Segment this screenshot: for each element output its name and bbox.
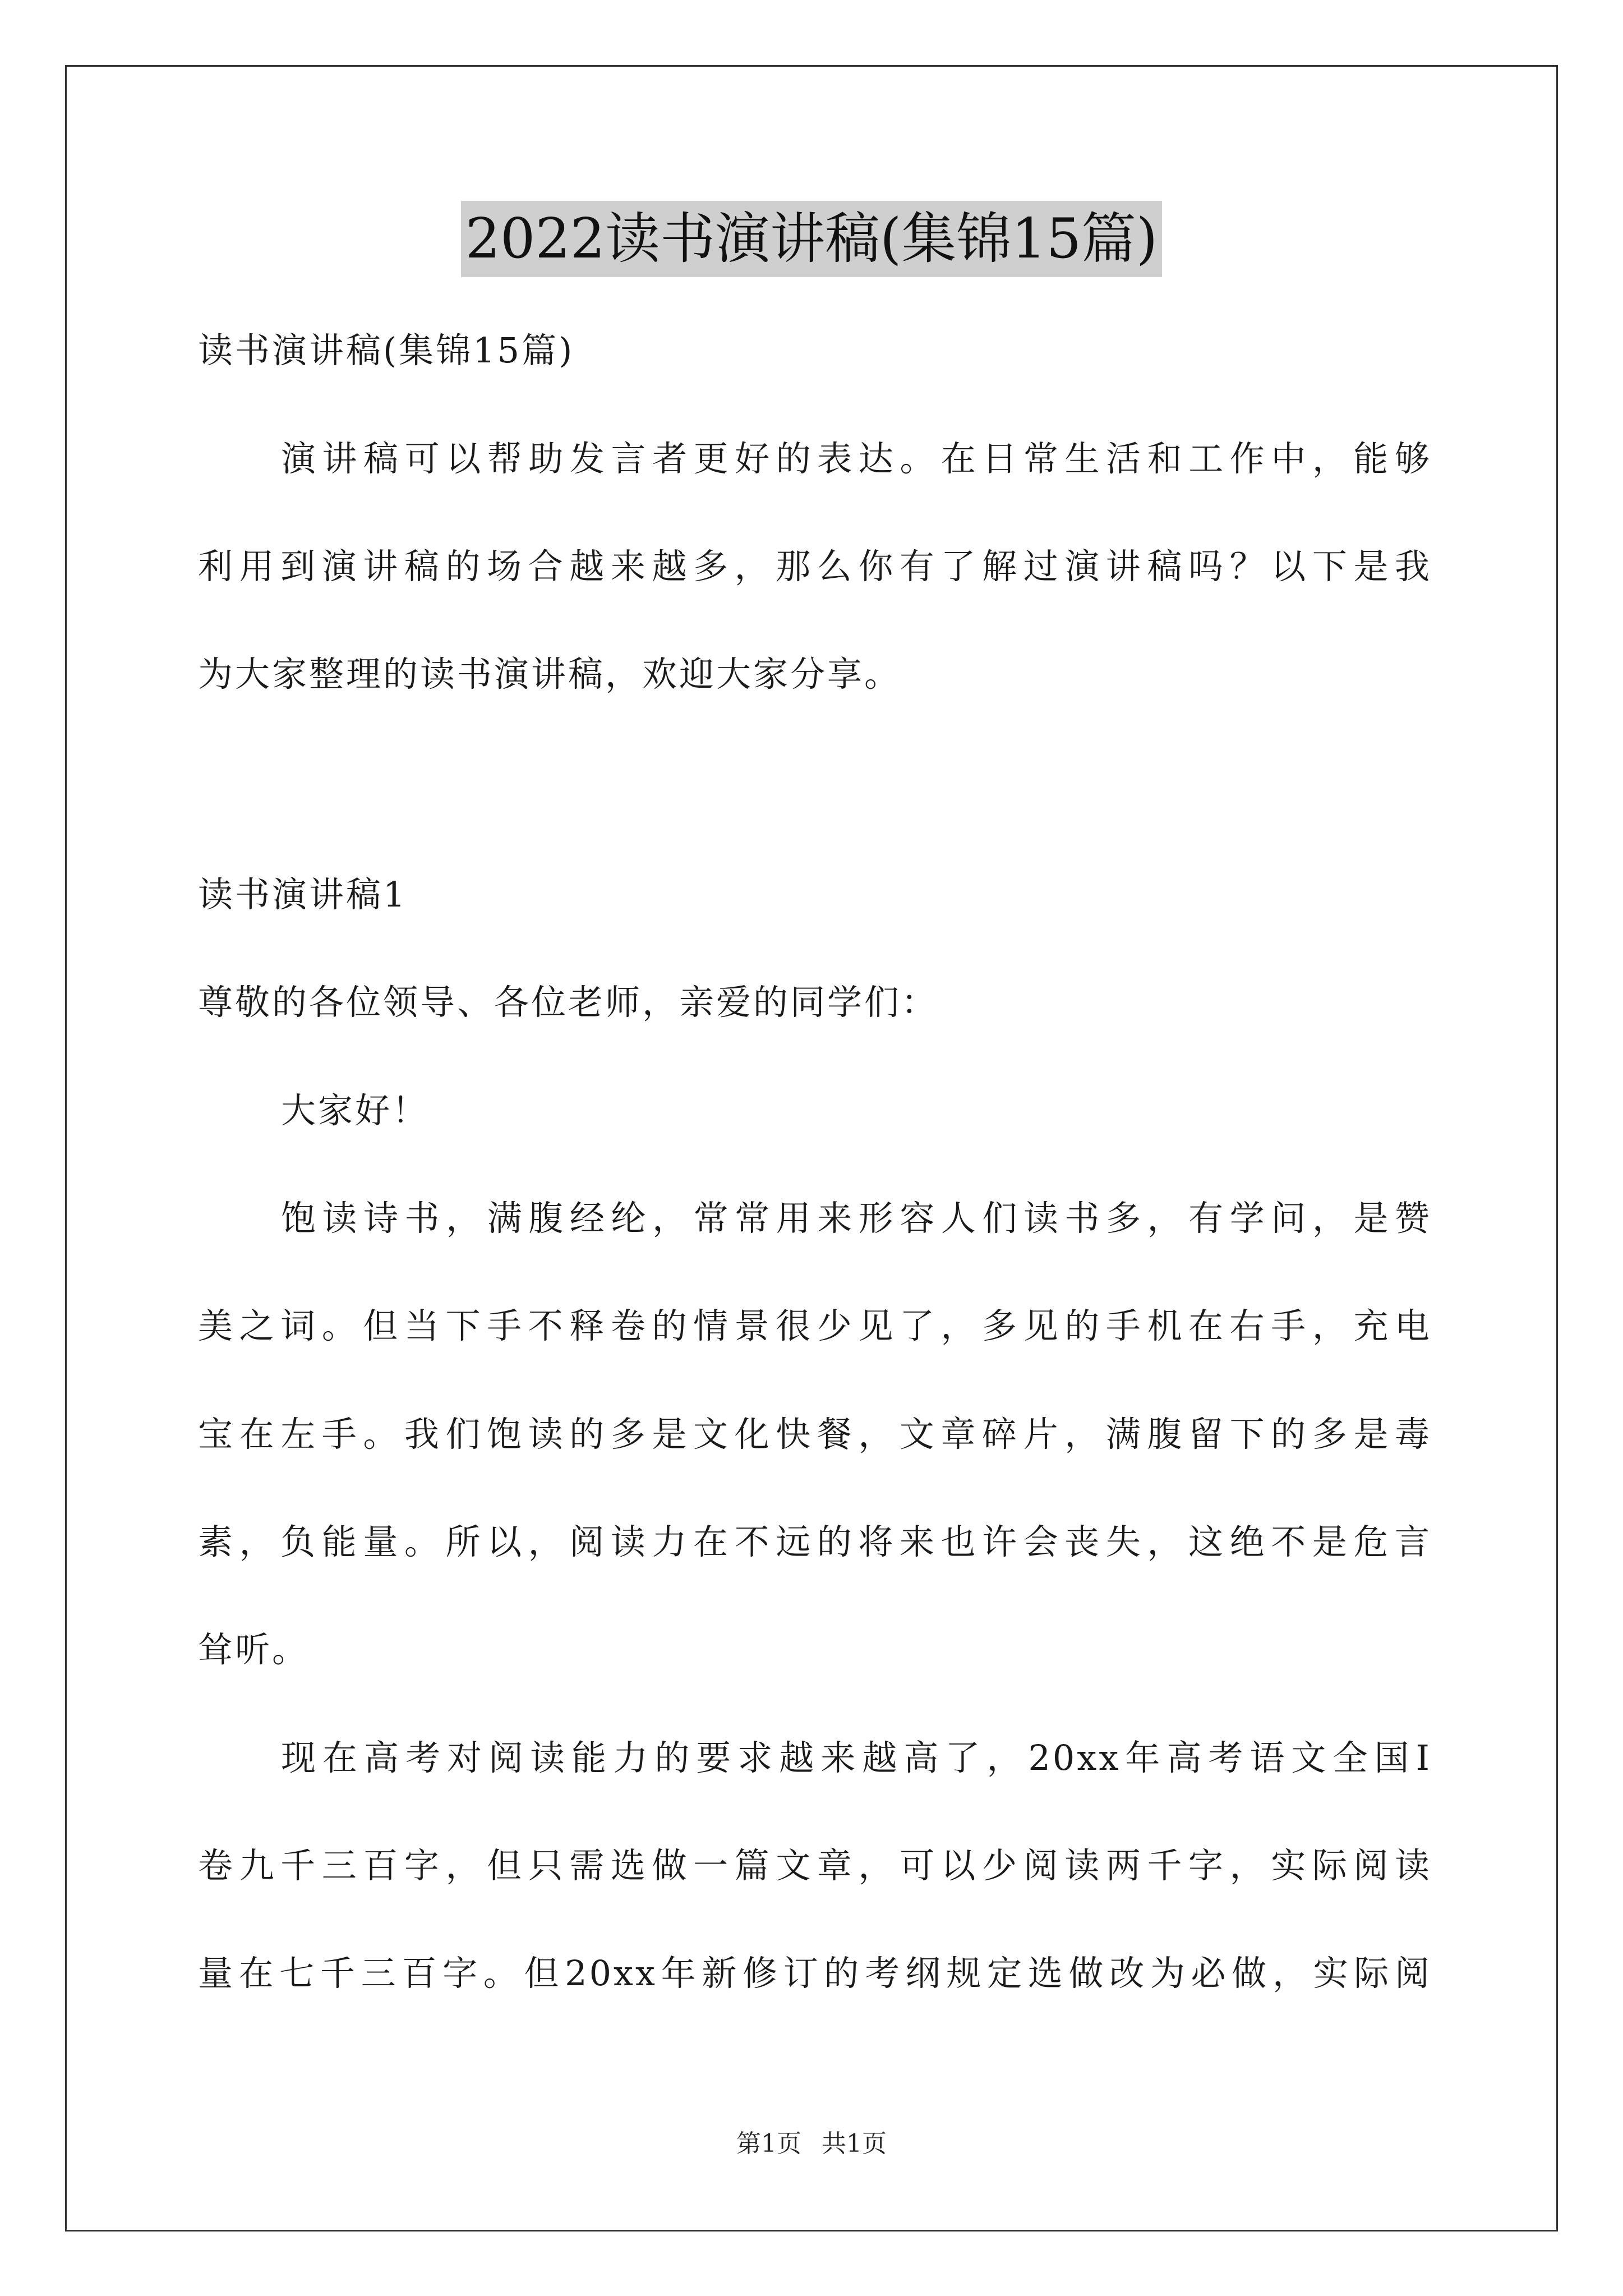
paragraph-line: 现在高考对阅读能力的要求越来越高了，20xx年高考语文全国Ⅰ xyxy=(281,1737,1432,1778)
page-border xyxy=(65,65,1558,2231)
page-number: 第1页 xyxy=(736,2129,801,2158)
page-footer xyxy=(0,2123,1623,2159)
paragraph-line: 饱读诗书，满腹经纶，常常用来形容人们读书多，有学问，是赞 xyxy=(281,1198,1432,1239)
paragraph-line: 宝在左手。我们饱读的多是文化快餐，文章碎片，满腹留下的多是毒 xyxy=(198,1414,1432,1455)
salutation-line: 尊敬的各位领导、各位老师，亲爱的同学们： xyxy=(198,982,939,1023)
greeting-line: 大家好！ xyxy=(281,1090,430,1131)
paragraph-line: 耸听。 xyxy=(198,1629,310,1670)
document-title: 2022读书演讲稿(集锦15篇) xyxy=(461,201,1163,277)
page-total: 共1页 xyxy=(822,2129,887,2158)
paragraph-line: 量在七千三百字。但20xx年新修订的考纲规定选做改为必做，实际阅 xyxy=(198,1953,1432,1994)
subtitle-line: 读书演讲稿(集锦15篇) xyxy=(198,330,575,371)
section-heading: 读书演讲稿1 xyxy=(198,874,408,915)
paragraph-line: 利用到演讲稿的场合越来越多，那么你有了解过演讲稿吗？以下是我 xyxy=(198,546,1432,587)
paragraph-line: 美之词。但当下手不释卷的情景很少见了，多见的手机在右手，充电 xyxy=(198,1305,1432,1346)
paragraph-line: 演讲稿可以帮助发言者更好的表达。在日常生活和工作中，能够 xyxy=(281,438,1432,479)
paragraph-line: 素，负能量。所以，阅读力在不远的将来也许会丧失，这绝不是危言 xyxy=(198,1521,1432,1562)
paragraph-line: 为大家整理的读书演讲稿，欢迎大家分享。 xyxy=(198,654,902,694)
paragraph-line: 卷九千三百字，但只需选做一篇文章，可以少阅读两千字，实际阅读 xyxy=(198,1845,1432,1886)
title-container xyxy=(0,201,1623,277)
